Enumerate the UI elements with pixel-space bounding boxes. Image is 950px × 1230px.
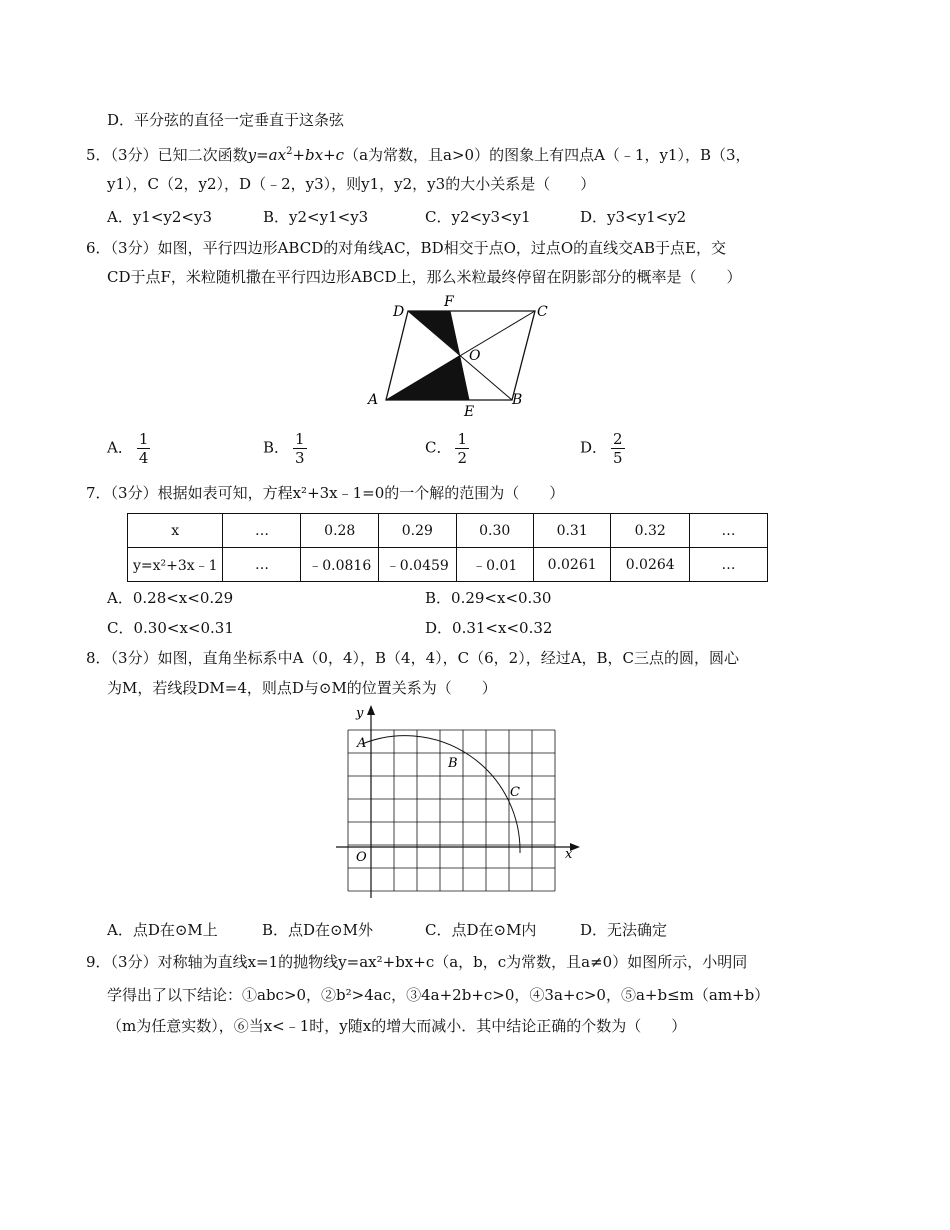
- coordinate-grid-figure: [330, 700, 590, 910]
- q5-formula: $y=ax^2+bx+c$: [247, 146, 345, 164]
- q5-line-1: [86, 142, 751, 165]
- q5-text-1: 已知二次函数: [157, 146, 248, 164]
- table-row-x: [128, 514, 768, 548]
- fraction-denominator: 2: [457, 449, 468, 467]
- fraction-numerator: 1: [138, 430, 149, 448]
- q7-option-a: A．0.28<x<0.29: [107, 589, 234, 607]
- q5-option-d: D．y3<y1<y2: [580, 208, 687, 226]
- table-cell: …: [223, 548, 301, 582]
- q6-text-1: 如图，平行四边形ABCD的对角线AC，BD相交于点O，过点O的直线交AB于点E，交: [157, 239, 726, 257]
- q6-option-d: [580, 430, 625, 467]
- q8-option-a: A．点D在⊙M上: [107, 921, 218, 939]
- label-f: F: [444, 294, 454, 310]
- point-b-label: B: [448, 756, 458, 771]
- value-table: [127, 513, 768, 582]
- q4-option-d: D．平分弦的直径一定垂直于这条弦: [107, 111, 345, 129]
- q6-option-c: [425, 430, 469, 467]
- label-d: D: [393, 304, 405, 320]
- q8-option-b: B．点D在⊙M外: [262, 921, 373, 939]
- q6-option-d-fraction: [611, 430, 625, 467]
- q9-line-1: [86, 952, 747, 972]
- q8-number: 8．: [86, 649, 111, 667]
- fraction-numerator: 1: [295, 430, 305, 448]
- q6-option-a-fraction: [137, 430, 151, 467]
- q9-line-2: 学得出了以下结论：①abc>0，②b²>4ac，③4a+2b+c>0，④3a+c>0，⑤a+b≤m（am+b）: [107, 986, 770, 1004]
- grid-lines: [348, 730, 555, 891]
- y-axis-label: y: [356, 706, 364, 721]
- q6-option-b-letter: B．: [263, 438, 290, 457]
- label-o: O: [469, 348, 481, 364]
- table-cell: 0.0264: [611, 548, 690, 582]
- q6-line-1: [86, 238, 726, 258]
- q7-line-1: [86, 483, 564, 503]
- q7-number: 7．: [86, 484, 111, 502]
- q7-option-c: C．0.30<x<0.31: [107, 619, 234, 637]
- q6-line-2: CD于点F，米粒随机撒在平行四边形ABCD上，那么米粒最终停留在阴影部分的概率是（ ）: [107, 268, 742, 286]
- fraction-numerator: 1: [457, 430, 468, 448]
- q7-option-b: B．0.29<x<0.30: [425, 589, 552, 607]
- q6-option-a-letter: A．: [107, 438, 133, 457]
- q5-option-a: A．y1<y2<y3: [107, 208, 213, 226]
- table-cell: …: [689, 548, 767, 582]
- q7-score: （3分）: [110, 484, 158, 502]
- q7-option-d: D．0.31<x<0.32: [425, 619, 553, 637]
- q9-line-3: （m为任意实数），⑥当x<﹣1时，y随x的增大而减小．其中结论正确的个数为（ ）: [107, 1017, 687, 1035]
- table-cell: 0.32: [611, 514, 690, 548]
- origin-label: O: [356, 850, 367, 865]
- q8-line-1: [86, 648, 739, 668]
- q8-line-2: 为M，若线段DM=4，则点D与⊙M的位置关系为（ ）: [107, 679, 497, 697]
- fraction-numerator: 2: [613, 430, 623, 448]
- q9-text-1: 对称轴为直线x=1的抛物线y=ax²+bx+c（a，b，c为常数，且a≠0）如图所示，小明同: [157, 953, 748, 971]
- q6-option-c-letter: C．: [425, 438, 452, 457]
- q5-number: 5．: [86, 146, 111, 164]
- q9-score: （3分）: [110, 953, 158, 971]
- label-a: A: [368, 392, 379, 408]
- parallelogram-figure: [360, 292, 560, 420]
- table-cell: 0.31: [533, 514, 611, 548]
- y-axis-arrow-icon: [367, 705, 375, 715]
- q6-option-c-fraction: [455, 430, 469, 467]
- table-cell: 0.28: [301, 514, 379, 548]
- fraction-denominator: 5: [613, 449, 623, 467]
- shaded-triangle-bottom: [386, 355, 469, 400]
- table-cell: 0.0261: [533, 548, 611, 582]
- q5-option-b: B．y2<y1<y3: [263, 208, 369, 226]
- table-cell: ﹣0.0459: [379, 548, 457, 582]
- q8-text-1: 如图，直角坐标系中A（0，4），B（4，4），C（6，2），经过A，B，C三点的圆，圆心: [157, 649, 740, 667]
- point-c-label: C: [510, 785, 520, 800]
- q6-score: （3分）: [110, 239, 158, 257]
- q5-score: （3分）: [110, 146, 158, 164]
- x-axis-label: x: [565, 847, 573, 862]
- q6-option-b-fraction: [293, 430, 307, 467]
- label-c: C: [537, 304, 548, 320]
- q5-text-2: （a为常数，且a>0）的图象上有四点A（﹣1，y1），B（3，: [344, 146, 751, 164]
- table-cell: y=x²+3x﹣1: [128, 548, 223, 582]
- label-e: E: [464, 404, 475, 420]
- q8-option-d: D．无法确定: [580, 921, 668, 939]
- table-cell: ﹣0.0816: [301, 548, 379, 582]
- q9-number: 9．: [86, 953, 111, 971]
- fraction-denominator: 4: [138, 449, 149, 467]
- table-cell: 0.29: [379, 514, 457, 548]
- table-cell: ﹣0.01: [456, 548, 533, 582]
- q8-option-c: C．点D在⊙M内: [425, 921, 537, 939]
- label-b: B: [512, 392, 523, 408]
- table-cell: x: [128, 514, 223, 548]
- q6-option-b: [263, 430, 307, 467]
- table-cell: …: [689, 514, 767, 548]
- fraction-denominator: 3: [295, 449, 305, 467]
- q5-line-2: y1），C（2，y2），D（﹣2，y3），则y1，y2，y3的大小关系是（ ）: [107, 175, 596, 193]
- point-a-label: A: [357, 736, 367, 751]
- table-row-y: [128, 548, 768, 582]
- q5-option-c: C．y2<y3<y1: [425, 208, 531, 226]
- q7-text: 根据如表可知，方程x²+3x﹣1=0的一个解的范围为（ ）: [157, 484, 565, 502]
- q6-number: 6．: [86, 239, 111, 257]
- table-cell: …: [223, 514, 301, 548]
- q8-score: （3分）: [110, 649, 158, 667]
- q6-option-d-letter: D．: [580, 438, 608, 457]
- q6-option-a: [107, 430, 150, 467]
- table-cell: 0.30: [456, 514, 533, 548]
